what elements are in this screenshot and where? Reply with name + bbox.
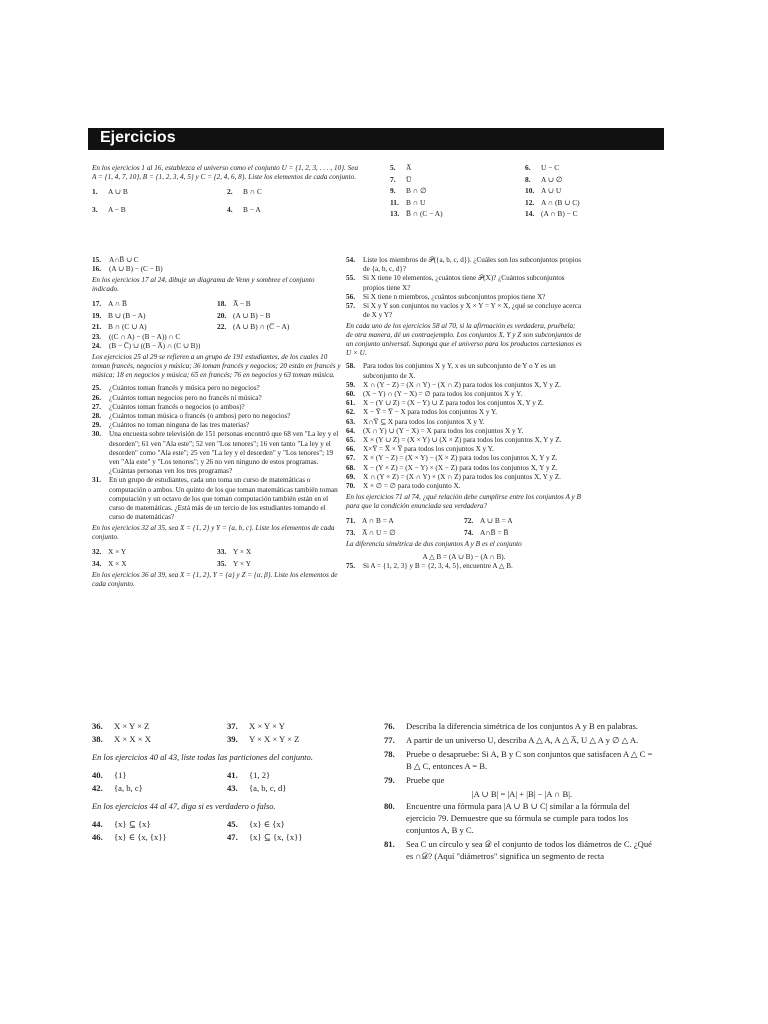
exercise-number: 24. bbox=[92, 342, 101, 351]
lower-left-column bbox=[92, 720, 362, 844]
exercise-text: {x} ∈ {x, {x}} bbox=[114, 832, 167, 842]
exercise-text: X × X × X bbox=[114, 734, 151, 744]
exercise-text: A̅ ∩ U = ∅ bbox=[362, 527, 396, 537]
exercise-text: B ∩ C bbox=[243, 187, 262, 196]
exercise-number: 67. bbox=[346, 454, 355, 463]
exercise-number: 19. bbox=[92, 310, 102, 320]
exercise-number: 58. bbox=[346, 362, 355, 371]
exercise-number: 29. bbox=[92, 421, 101, 430]
exercise-number: 59. bbox=[346, 380, 355, 389]
exercise-text: ¿Cuántos no toman ninguna de las tres materias? bbox=[109, 421, 250, 430]
exercise-number: 14. bbox=[525, 209, 535, 218]
exercise-text: En un grupo de estudiantes, cada uno toma un curso de matemáticas o computación o ambos. Un quinto de los que toman matemáticas también toman computación y un octavo de los que toman computación también están en el curso de matemáticas. ¿Está más de un tercio de los estudiantes tomando el curso de matemáticas? bbox=[109, 476, 338, 522]
exercise-number: 13. bbox=[390, 209, 400, 218]
exercise-text: B ∩ (C ∪ A) bbox=[108, 322, 147, 332]
exercise-number: 79. bbox=[384, 775, 395, 785]
exercise-number: 10. bbox=[525, 186, 535, 195]
exercise-text: A ∪ B = A bbox=[480, 516, 513, 526]
exercise-number: 16. bbox=[92, 265, 101, 274]
instructions-32-35: En los ejercicios 32 al 35, sea X = {1, 2} y Y = {a, b, c}. Liste los elementos de cada conjunto. bbox=[92, 524, 335, 542]
exercise-text: {x} ⊆ {x, {x}} bbox=[249, 832, 303, 842]
exercise-pair bbox=[92, 204, 362, 216]
exercise-text: ¿Cuántos toman francés o negocios (o ambos)? bbox=[109, 402, 245, 411]
exercise-text: ¿Cuántos toman francés y música pero no negocios? bbox=[109, 384, 260, 393]
exercise-number: 71. bbox=[346, 516, 356, 526]
exercise-text: X × Y × Z bbox=[114, 721, 150, 731]
exercise-text: X∩Y̅ ⊆ X para todos los conjuntos X y Y. bbox=[363, 417, 485, 426]
instructions-1-16: En los ejercicios 1 al 16, establezca el universo como el conjunto U = {1, 2, 3, . . . , 10}. Sea A = {1, 4, 7, 10}, B = {1, 2, 3, 4, 5} y C = {2, 4, 6, 8}. Liste los elementos de cada conjunto. bbox=[92, 164, 359, 181]
exercise-number: 31. bbox=[92, 476, 101, 485]
exercise-text: Pruebe o desapruebe: Si A, B y C son conjuntos que satisfacen A △ C = B △ C, entonces A = B. bbox=[406, 749, 653, 771]
exercise-number: 41. bbox=[227, 770, 238, 780]
exercise-number: 61. bbox=[346, 399, 355, 408]
upper-left-column bbox=[92, 162, 362, 215]
exercise-text: X × Y × Y bbox=[249, 721, 285, 731]
exercise-text: {1, 2} bbox=[249, 770, 271, 780]
exercise-text: Y × X × Y × Z bbox=[249, 734, 300, 744]
exercise-number: 17. bbox=[92, 299, 102, 309]
exercise-text: (A ∪ B) ∩ (C̅ − A) bbox=[233, 322, 290, 332]
exercise-text: A∩B̅ = B̅ bbox=[480, 527, 509, 537]
section-title: Ejercicios bbox=[100, 129, 176, 146]
exercise-number: 75. bbox=[346, 562, 355, 571]
exercise-number: 11. bbox=[390, 197, 399, 207]
exercise-text: A ∪ ∅ bbox=[541, 174, 563, 184]
exercise-number: 25. bbox=[92, 384, 101, 393]
exercise-text: Si X tiene 10 elementos, ¿cuántos tiene 𝒫(X)? ¿Cuántos subconjuntos propios tiene X? bbox=[363, 274, 565, 292]
middle-left-column bbox=[92, 256, 342, 593]
exercise-text: A ∩ B̅ bbox=[108, 299, 127, 309]
exercise-number: 73. bbox=[346, 527, 356, 537]
exercise-number: 76. bbox=[384, 721, 395, 731]
exercise-number: 36. bbox=[92, 721, 103, 731]
exercise-number: 4. bbox=[227, 204, 233, 214]
exercise-text: U − C bbox=[541, 163, 560, 172]
exercise-number: 47. bbox=[227, 832, 238, 842]
exercise-number: 57. bbox=[346, 302, 355, 311]
formula-79: |A ∪ B| = |A| + |B| − |A ∩ B|. bbox=[471, 789, 573, 799]
exercise-text: {a, b, c} bbox=[114, 783, 143, 793]
exercise-pair bbox=[92, 186, 362, 198]
exercise-number: 65. bbox=[346, 436, 355, 445]
exercise-number: 32. bbox=[92, 547, 102, 557]
exercise-number: 8. bbox=[525, 174, 531, 184]
exercise-text: A∩B̅ ∪ C bbox=[109, 256, 139, 264]
exercise-text: B ∪ (B − A) bbox=[108, 310, 146, 320]
exercise-number: 56. bbox=[346, 292, 355, 301]
exercise-text: A ∩ (B ∪ C) bbox=[541, 197, 580, 207]
textbook-page bbox=[88, 128, 664, 888]
exercise-text: {x} ⊆ {x} bbox=[114, 819, 151, 829]
exercise-text: A ∩ B = A bbox=[362, 516, 394, 526]
exercise-text: Sea C un círculo y sea 𝒟 el conjunto de todos los diámetros de C. ¿Qué es ∩𝒟? (Aquí "diámetros" significa un segmento de recta bbox=[406, 839, 652, 861]
exercise-number: 37. bbox=[227, 721, 238, 731]
exercise-text: ¿Cuántos toman música o francés (o ambos) pero no negocios? bbox=[109, 411, 291, 420]
exercise-number: 20. bbox=[217, 310, 227, 320]
exercise-text: Y × X bbox=[233, 547, 252, 557]
exercise-text: X ∩ (Y − Z) = (X ∩ Y) − (X ∩ Z) para todos los conjuntos X, Y y Z. bbox=[363, 380, 561, 389]
exercise-number: 62. bbox=[346, 408, 355, 417]
exercise-number: 5. bbox=[390, 163, 396, 172]
instructions-40-43: En los ejercicios 40 al 43, liste todas las particiones del conjunto. bbox=[92, 753, 313, 762]
exercise-text: Liste los miembros de 𝒫({a, b, c, d}). ¿Cuáles son los subconjuntos propios de {a, b, c, d}? bbox=[363, 256, 582, 274]
exercise-number: 15. bbox=[92, 256, 101, 264]
exercise-text: A̅ − B bbox=[233, 299, 251, 309]
exercise-number: 35. bbox=[217, 558, 227, 568]
exercise-text: X − (Y × Z) = (X − Y) × (X − Z) para todos los conjuntos X, Y y Z. bbox=[363, 463, 558, 472]
exercise-number: 40. bbox=[92, 770, 103, 780]
exercise-text: A partir de un universo U, describa A △ A, A △ A̅, U △ A y ∅ △ A. bbox=[406, 735, 639, 745]
exercise-number: 80. bbox=[384, 801, 395, 811]
exercise-number: 43. bbox=[227, 783, 238, 793]
symmetric-difference-definition: La diferencia simétrica de dos conjuntos A y B es el conjunto bbox=[346, 540, 522, 549]
exercise-text: (A ∪ B) − (C − B) bbox=[109, 265, 163, 274]
exercise-number: 33. bbox=[217, 547, 227, 557]
exercise-text: ¿Cuántos toman negocios pero no francés ni música? bbox=[109, 393, 262, 402]
exercise-text: Encuentre una fórmula para |A ∪ B ∪ C| similar a la fórmula del ejercicio 79. Demuestre que su fórmula se cumple para todos los conjuntos A, B y C. bbox=[406, 801, 630, 835]
exercise-number: 63. bbox=[346, 417, 355, 426]
exercise-number: 44. bbox=[92, 819, 103, 829]
exercise-text: X×Y̅ = X̅ × Y̅ para todos los conjuntos X y Y. bbox=[363, 445, 494, 454]
exercise-text: Describa la diferencia simétrica de los conjuntos A y B en palabras. bbox=[406, 721, 638, 731]
exercise-text: X × (Y ∪ Z) = (X × Y) ∪ (X × Z) para todos los conjuntos X, Y y Z. bbox=[363, 436, 562, 445]
exercise-number: 72. bbox=[464, 516, 474, 526]
exercise-text: (X ∩ Y) ∪ (Y − X) = X para todos los conjuntos X y Y. bbox=[363, 426, 524, 435]
exercise-number: 60. bbox=[346, 390, 355, 399]
exercise-text: X − Y̅ = Y̅ − X para todos los conjuntos X y Y. bbox=[363, 408, 498, 417]
exercise-text: Una encuesta sobre televisión de 151 personas encontró que 68 ven "La ley y el desorden"; 61 ven "Ala este"; 52 ven "Los tenores"; 16 ven tanto "La ley y el desorden" como "Ala este"; 25 ven "La ley y el desorden" y "Los tenores"; 19 ven "Ala este" y "Los tenores"; y 26 no ven ninguno de estos programas. ¿Cuántas personas ven los tres programas? bbox=[109, 430, 339, 476]
exercise-text: ((C ∩ A) − (B − A)) ∩ C bbox=[109, 332, 181, 341]
exercise-text: (A ∩ B) − C bbox=[541, 209, 578, 218]
exercise-text: A ∪ B bbox=[108, 187, 128, 196]
exercise-text: Y × Y bbox=[233, 558, 251, 568]
exercise-number: 22. bbox=[217, 322, 227, 332]
exercise-text: B − A bbox=[243, 204, 261, 214]
exercise-number: 39. bbox=[227, 734, 238, 744]
exercise-number: 1. bbox=[92, 187, 98, 196]
exercise-number: 6. bbox=[525, 163, 531, 172]
exercise-text: B̅ ∩ (C − A) bbox=[406, 209, 443, 218]
exercise-number: 55. bbox=[346, 274, 355, 283]
exercise-text: (A ∪ B) − B bbox=[233, 310, 271, 320]
exercise-number: 45. bbox=[227, 819, 238, 829]
exercise-number: 21. bbox=[92, 322, 102, 332]
exercise-number: 7. bbox=[390, 174, 396, 184]
exercise-text: Si X y Y son conjuntos no vacíos y X × Y = Y × X, ¿qué se concluye acerca de X y Y? bbox=[363, 302, 582, 320]
exercise-number: 46. bbox=[92, 832, 103, 842]
exercise-text: (X − Y) ∩ (Y − X) = ∅ para todos los conjuntos X y Y. bbox=[363, 390, 523, 399]
exercise-number: 26. bbox=[92, 393, 101, 402]
symmetric-difference-formula: A △ B = (A ∪ B) − (A ∩ B). bbox=[422, 553, 506, 562]
exercise-number: 18. bbox=[217, 299, 227, 309]
exercise-number: 12. bbox=[525, 197, 535, 207]
section-banner bbox=[88, 128, 664, 150]
exercise-text: Si A = {1, 2, 3} y B = {2, 3, 4, 5}, encuentre A △ B. bbox=[363, 562, 513, 571]
exercise-number: 70. bbox=[346, 482, 355, 491]
exercise-text: A ∪ U bbox=[541, 186, 562, 195]
exercise-number: 64. bbox=[346, 426, 355, 435]
exercise-number: 3. bbox=[92, 204, 98, 214]
upper-right-column bbox=[390, 162, 660, 220]
exercise-text: A̅ bbox=[406, 163, 412, 172]
instructions-44-47: En los ejercicios 44 al 47, diga si es verdadero o falso. bbox=[92, 802, 276, 811]
exercise-text: Pruebe que bbox=[406, 775, 445, 785]
instructions-58-70: En cada uno de los ejercicios 58 al 70, si la afirmación es verdadera, pruébela; de otra manera, dé un contraejemplo. Los conjuntos X, Y y Z son subconjuntos de un conjunto universal. Suponga que el universo para los productos cartesianos es U × U. bbox=[346, 322, 582, 358]
exercise-number: 77. bbox=[384, 735, 395, 745]
exercise-number: 78. bbox=[384, 749, 395, 759]
instructions-36-39: En los ejercicios 36 al 39, sea X = {1, 2}, Y = {a} y Z = {α, β}. Liste los elementos de cada conjunto. bbox=[92, 571, 338, 589]
exercise-text: Para todos los conjuntos X y Y, x es un subconjunto de Y o Y es un subconjunto de X. bbox=[363, 362, 556, 380]
exercise-number: 9. bbox=[390, 186, 396, 195]
lower-right-column bbox=[384, 720, 660, 864]
exercise-number: 2. bbox=[227, 187, 233, 196]
exercise-number: 69. bbox=[346, 472, 355, 481]
exercise-text: A − B bbox=[108, 204, 126, 214]
exercise-text: {1} bbox=[114, 770, 127, 780]
exercise-text: X − (Y ∪ Z) = (X − Y) ∪ Z para todos los conjuntos X, Y y Z. bbox=[363, 399, 544, 408]
instructions-17-24: En los ejercicios 17 al 24, dibuje un diagrama de Venn y sombree el conjunto indicado. bbox=[92, 276, 315, 294]
exercise-text: X × Y bbox=[108, 547, 127, 557]
exercise-text: X × (Y − Z) = (X × Y) − (X × Z) para todos los conjuntos X, Y y Z. bbox=[363, 454, 558, 463]
exercise-text: B ∩ U bbox=[406, 197, 426, 207]
exercise-text: {x} ∈ {x} bbox=[249, 819, 285, 829]
exercise-text: B ∩ ∅ bbox=[406, 186, 427, 195]
exercise-text: X × X bbox=[108, 558, 127, 568]
exercise-number: 81. bbox=[384, 839, 395, 849]
exercise-number: 27. bbox=[92, 402, 101, 411]
exercise-number: 28. bbox=[92, 411, 101, 420]
exercise-text: Si X tiene n miembros, ¿cuántos subconjuntos propios tiene X? bbox=[363, 292, 546, 301]
exercise-text: U̅ bbox=[406, 174, 412, 184]
exercise-text: X ∩ (Y × Z) = (X ∩ Y) × (X ∩ Z) para todos los conjuntos X, Y y Z. bbox=[363, 472, 561, 481]
exercise-text: {a, b, c, d} bbox=[249, 783, 287, 793]
middle-right-column bbox=[346, 256, 582, 572]
exercise-number: 23. bbox=[92, 332, 101, 341]
exercise-text: (B − C̅) ∪ ((B − A̅) ∩ (C ∪ B)) bbox=[109, 342, 201, 351]
exercise-number: 34. bbox=[92, 558, 102, 568]
exercise-number: 74. bbox=[464, 527, 474, 537]
exercise-text: X × ∅ = ∅ para todo conjunto X. bbox=[363, 482, 461, 491]
instructions-25-29: Los ejercicios 25 al 29 se refieren a un grupo de 191 estudiantes, de los cuales 10 toman francés, negocios y música; 36 toman francés y negocios; 20 están en francés y música; 18 en negocios y música; 65 en francés; 76 en negocios y 63 toman música. bbox=[92, 353, 341, 380]
exercise-number: 42. bbox=[92, 783, 103, 793]
instructions-71-74: En los ejercicios 71 al 74, ¿qué relación debe cumplirse entre los conjuntos A y B para que la condición enunciada sea verdadera? bbox=[346, 493, 581, 511]
exercise-number: 66. bbox=[346, 445, 355, 454]
exercise-number: 30. bbox=[92, 430, 101, 439]
exercise-number: 38. bbox=[92, 734, 103, 744]
exercise-number: 54. bbox=[346, 256, 355, 264]
exercise-number: 68. bbox=[346, 463, 355, 472]
